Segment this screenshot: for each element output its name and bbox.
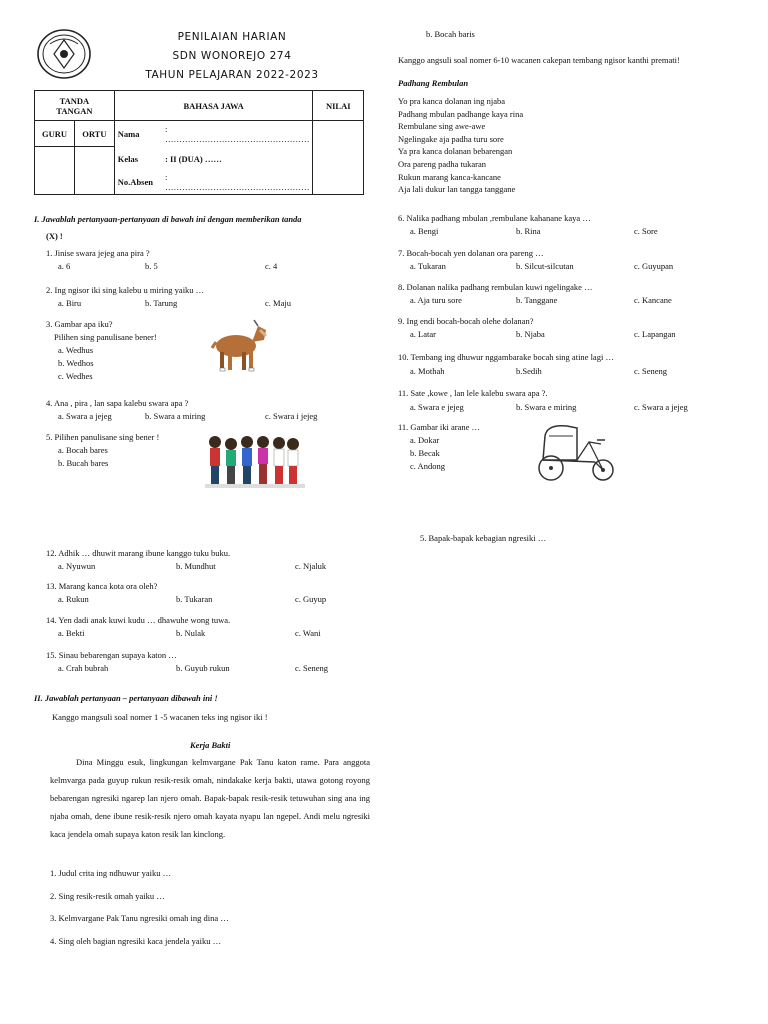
q1-option-a[interactable]: a. 6	[58, 261, 71, 271]
song-line: Ya pra kanca dolanan bebarengan	[398, 146, 513, 157]
q9-option-c[interactable]: c. Lapangan	[634, 329, 676, 339]
section2-intro: Kanggo mangsuli soal nomer 1 -5 wacanen teks ing ngisor iki !	[52, 712, 268, 722]
question-3-instruction: Pilihen sing panulisane bener!	[54, 332, 157, 342]
nama-label: Nama	[114, 121, 162, 147]
song-line: Yo pra kanca dolanan ing njaba	[398, 96, 506, 106]
essay-2: 2. Sing resik-resik omah yaiku …	[50, 891, 165, 901]
q14-option-a[interactable]: a. Bekti	[58, 628, 85, 638]
q13-option-a[interactable]: a. Rukun	[58, 594, 89, 604]
song-intro: Kanggo angsuli soal nomer 6-10 wacanen cakepan tembang ngisor kanthi premati!	[398, 55, 680, 65]
question-6: 6. Nalika padhang mbulan ,rembulane kahanane kaya …	[398, 213, 591, 223]
children-image	[205, 432, 305, 492]
essay-4: 4. Sing oleh bagian ngresiki kaca jendela yaiku …	[50, 936, 222, 946]
q12-option-c[interactable]: c. Njaluk	[295, 561, 327, 571]
q1-option-c[interactable]: c. 4	[265, 261, 278, 271]
q10-option-c[interactable]: c. Seneng	[634, 366, 668, 376]
guru-label: GURU	[35, 121, 75, 147]
story-title: Kerja Bakti	[190, 740, 231, 750]
q4-option-a[interactable]: a. Swara a jejeg	[58, 411, 112, 421]
question-11: 11. Sate ,kowe , lan lele kalebu swara apa ?.	[398, 388, 548, 398]
q3-option-b[interactable]: b. Wedhos	[58, 358, 94, 368]
question-1: 1. Jinise swara jejeg ana pira ?	[46, 248, 150, 258]
identity-table	[34, 90, 364, 195]
q6-option-b[interactable]: b. Rina	[516, 226, 541, 236]
question-8: 8. Dolanan nalika padhang rembulan kuwi ngelingake …	[398, 282, 593, 292]
picture-option-a[interactable]: a. Dokar	[410, 435, 440, 445]
q7-option-a[interactable]: a. Tukaran	[410, 261, 446, 271]
question-4: 4. Ana , pira , lan sapa kalebu swara apa ?	[46, 398, 189, 408]
q13-option-c[interactable]: c. Guyup	[295, 594, 327, 604]
story-paragraph: Dina Minggu esuk, lingkungan kelmvargane Pak Tanu katon rame. Para anggota kelmvarga pada guyup rukun resik-resik omah, nindakake kerja bakti, utawa gotong royong bebarengan ngresiki ngarep lan njero omah. Bapak-bapak resik-resik tetuwuhan sing ana ing njaba omah, dene ibune resik-resik njero omah kayata nyapu lan ngepel. Andi melu ngresiki kaca jendela omah supaya katon resik lan kinclong.	[50, 757, 370, 839]
question-5: 5. Pilihen panulisane sing bener !	[46, 432, 160, 442]
nilai-label: NILAI	[313, 91, 364, 121]
q5-option-c-continued[interactable]: b. Bocah baris	[426, 29, 475, 39]
q9-option-b[interactable]: b. Njaba	[516, 329, 545, 339]
q6-option-a[interactable]: a. Bengi	[410, 226, 439, 236]
q15-option-a[interactable]: a. Crah bubrah	[58, 663, 109, 673]
q2-option-a[interactable]: a. Biru	[58, 298, 82, 308]
song-title: Padhang Rembulan	[398, 78, 469, 88]
essay-1: 1. Judul crita ing ndhuwur yaiku …	[50, 868, 172, 878]
q12-option-b[interactable]: b. Mundhut	[176, 561, 216, 571]
school-logo	[34, 28, 94, 80]
section2-title: II. Jawablah pertanyaan – pertanyaan dibawah ini !	[34, 693, 218, 703]
song-lyrics	[398, 95, 523, 196]
absen-field[interactable]: : ……………………………………………	[162, 171, 313, 195]
question-12: 12. Adhik … dhuwit marang ibune kanggo tuku buku.	[46, 548, 231, 558]
q15-option-b[interactable]: b. Guyub rukun	[176, 663, 230, 673]
song-line: Rembulane sing awe-awe	[398, 121, 486, 132]
header-title: PENILAIAN HARIAN	[177, 31, 287, 43]
q3-option-a[interactable]: a. Wedhus	[58, 345, 94, 355]
q15-option-c[interactable]: c. Seneng	[295, 663, 329, 673]
section1-title-mark: (X) !	[46, 231, 63, 241]
picture-option-c[interactable]: c. Andong	[410, 461, 445, 471]
song-line: Ngelingake aja padha turu sore	[398, 133, 504, 144]
header-school: SDN WONOREJO 274	[172, 50, 292, 62]
question-9: 9. Ing endi bocah-bocah olehe dolanan?	[398, 316, 534, 326]
nama-field[interactable]: : ……………………………………………	[162, 121, 313, 147]
question-7: 7. Bocah-bocah yen dolanan ora pareng …	[398, 248, 544, 258]
q5-option-a[interactable]: a. Bocah bares	[58, 445, 108, 455]
question-2: 2. Ing ngisor iki sing kalebu u miring yaiku …	[46, 285, 205, 295]
question-13: 13. Marang kanca kota ora oleh?	[46, 581, 158, 591]
section1-title: I. Jawablah pertanyaan-pertanyaan di bawah ini dengan memberikan tanda	[34, 214, 302, 224]
q7-option-c[interactable]: c. Guyupan	[634, 261, 674, 271]
becak-image	[537, 422, 617, 486]
goat-image	[208, 318, 268, 376]
ortu-sign-box[interactable]	[74, 147, 114, 195]
tangan-label: TANGAN	[56, 105, 93, 116]
question-3: 3. Gambar apa iku?	[46, 319, 113, 329]
essay-5: 5. Bapak-bapak kebagian ngresiki …	[420, 533, 547, 543]
question-15: 15. Sinau bebarengan supaya katon …	[46, 650, 177, 660]
q3-option-c[interactable]: c. Wedhes	[58, 371, 93, 381]
q8-option-c[interactable]: c. Kancane	[634, 295, 672, 305]
q7-option-b[interactable]: b. Silcut-silcutan	[516, 261, 574, 271]
song-line: Padhang mbulan padhange kaya rina	[398, 108, 524, 119]
q5-option-b[interactable]: b. Bucah bares	[58, 458, 109, 468]
q2-option-c[interactable]: c. Maju	[265, 298, 291, 308]
q8-option-b[interactable]: b. Tanggane	[516, 295, 558, 305]
q14-option-b[interactable]: b. Nulak	[176, 628, 206, 638]
q9-option-a[interactable]: a. Latar	[410, 329, 436, 339]
tanda-label: TANDA	[59, 95, 90, 106]
q6-option-c[interactable]: c. Sore	[634, 226, 658, 236]
absen-label: No.Absen	[114, 171, 162, 195]
question-10: 10. Tembang ing dhuwur nggambarake bocah sing atine lagi …	[398, 352, 614, 362]
q11-option-b[interactable]: b. Swara e miring	[516, 402, 577, 412]
header-year: TAHUN PELAJARAN 2022-2023	[145, 69, 319, 81]
q2-option-b[interactable]: b. Tarung	[145, 298, 178, 308]
q10-option-a[interactable]: a. Mothah	[410, 366, 445, 376]
picture-option-b[interactable]: b. Becak	[410, 448, 440, 458]
q10-option-b[interactable]: b.Sedih	[516, 366, 542, 376]
ortu-label: ORTU	[74, 121, 114, 147]
song-line: Rukun marang kanca-kancane	[398, 171, 501, 182]
kelas-label: Kelas	[114, 147, 162, 171]
q11-option-a[interactable]: a. Swara e jejeg	[410, 402, 464, 412]
song-line: Ora pareng padha tukaran	[398, 158, 487, 169]
q13-option-b[interactable]: b. Tukaran	[176, 594, 213, 604]
nilai-box[interactable]	[313, 121, 364, 195]
q14-option-c[interactable]: c. Wani	[295, 628, 321, 638]
q4-option-c[interactable]: c. Swara i jejeg	[265, 411, 318, 421]
q11-option-c[interactable]: c. Swara a jejeg	[634, 402, 688, 412]
q4-option-b[interactable]: b. Swara a miring	[145, 411, 206, 421]
subject-label: BAHASA JAWA	[114, 91, 313, 121]
q1-option-b[interactable]: b. 5	[145, 261, 158, 271]
guru-sign-box[interactable]	[35, 147, 75, 195]
song-line: Aja lali dukur lan tangga tanggane	[398, 184, 516, 195]
question-picture: 11. Gambar iki arane …	[398, 422, 481, 432]
essay-3: 3. Kelmvargane Pak Tanu ngresiki omah ing dina …	[50, 913, 229, 923]
kelas-field[interactable]: : II (DUA) ……	[162, 147, 313, 171]
q8-option-a[interactable]: a. Aja turu sore	[410, 295, 462, 305]
question-14: 14. Yen dadi anak kuwi kudu … dhawuhe wong tuwa.	[46, 615, 231, 625]
q12-option-a[interactable]: a. Nyuwun	[58, 561, 96, 571]
